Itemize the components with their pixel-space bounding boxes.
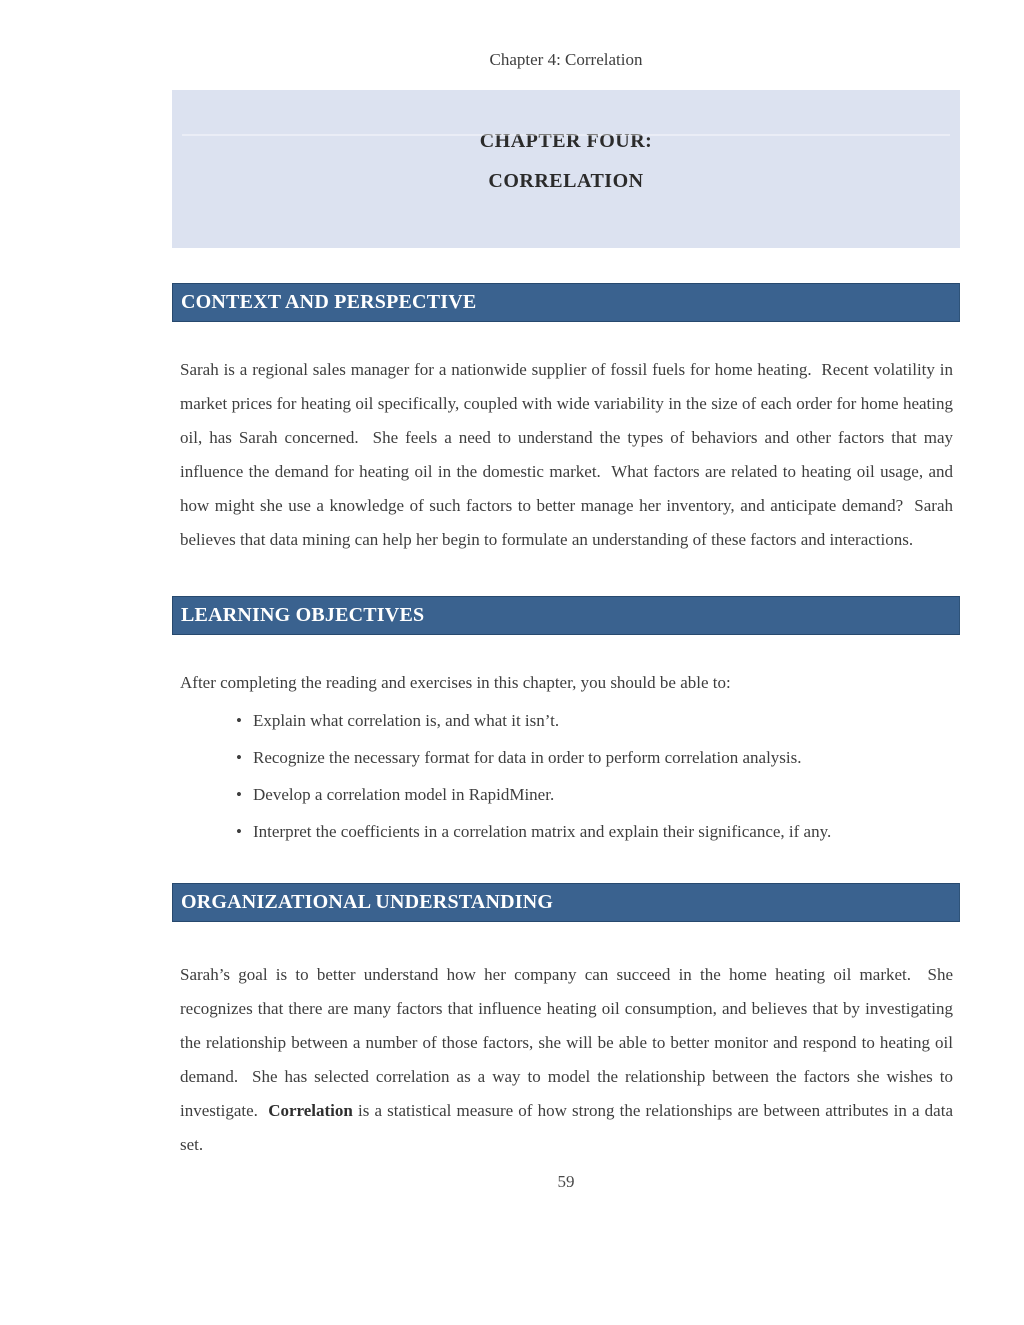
objective-item-4: • Interpret the coefficients in a correlation matrix and explain their significance, if any.	[253, 813, 953, 850]
chapter-title-box	[172, 90, 960, 248]
organizational-paragraph	[180, 958, 958, 1162]
content-column	[172, 0, 960, 1192]
context-paragraph: Sarah is a regional sales manager for a nationwide supplier of fossil fuels for home heating. Recent volatility in market prices for heating oil specifically, coupled with wide variability in the size of each order for home heating oil, has Sarah concerned. She feels a need to understand the types of behaviors and other factors that may influence the demand for heating oil in the domestic market. What factors are related to heating oil usage, and how might she use a knowledge of such factors to better manage her inventory, and anticipate demand? Sarah believes that data mining can help her begin to formulate an understanding of these factors and interactions.	[180, 360, 958, 549]
section-heading-context-and-perspective: CONTEXT AND PERSPECTIVE	[172, 283, 960, 322]
section-heading-learning-objectives: LEARNING OBJECTIVES	[172, 596, 960, 635]
running-header: Chapter 4: Correlation	[489, 50, 643, 69]
objective-item-2: • Recognize the necessary format for data in order to perform correlation analysis.	[253, 739, 953, 776]
objectives-list	[180, 702, 953, 850]
chapter-title-line1: CHAPTER FOUR:	[479, 130, 653, 152]
organizational-text-after-bold: is a statistical measure of how strong the relationships are between attributes in a data set.	[180, 1101, 958, 1154]
page-number: 59	[557, 1172, 575, 1191]
objective-item-1: • Explain what correlation is, and what it isn’t.	[253, 702, 953, 739]
objective-item-3: • Develop a correlation model in RapidMiner.	[253, 776, 953, 813]
section-heading-organizational-understanding: ORGANIZATIONAL UNDERSTANDING	[172, 883, 960, 922]
chapter-title-line2: CORRELATION	[488, 170, 644, 192]
organizational-text-before-bold: Sarah’s goal is to better understand how her company can succeed in the home heating oil market. She recognizes that there are many factors that influence heating oil consumption, and believes that by investigating the relationship between a number of those factors, she will be able to better monitor and respond to heating oil demand. She has selected correlation as a way to model the relationship between the factors she wishes to investigate.	[180, 965, 958, 1120]
correlation-bold-term: Correlation	[268, 1101, 353, 1120]
objectives-intro: After completing the reading and exercises in this chapter, you should be able to:	[180, 673, 731, 692]
